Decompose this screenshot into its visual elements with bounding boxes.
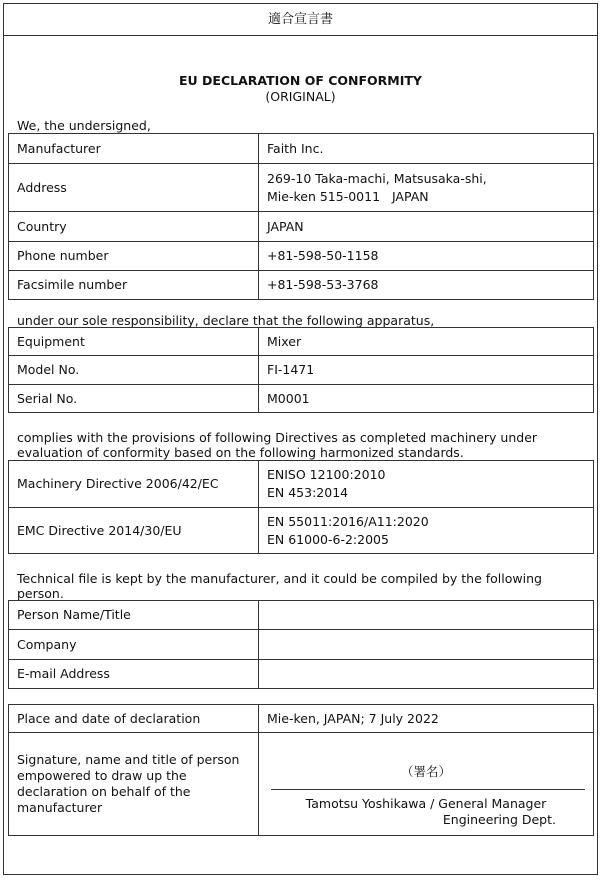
table-cell-value <box>259 461 594 508</box>
table-row <box>9 385 594 413</box>
table-cell-label: Machinery Directive 2006/42/EC <box>9 461 259 508</box>
table-row <box>9 134 594 164</box>
directives-table <box>8 460 594 554</box>
signer-department: Engineering Dept. <box>442 812 556 827</box>
table-row <box>9 271 594 300</box>
signature-label: Signature, name and title of person empowered to draw up the declaration on behalf of the manufacturer <box>9 733 259 836</box>
table-row <box>9 356 594 385</box>
intro-text: We, the undersigned, <box>17 118 151 133</box>
table-cell-value: FI-1471 <box>259 356 594 385</box>
table-row <box>9 705 594 733</box>
table-row <box>9 164 594 212</box>
signer-name: Tamotsu Yoshikawa / General Manager <box>305 796 547 811</box>
signature-mark: （署名） <box>400 764 451 779</box>
place-date-label: Place and date of declaration <box>9 705 259 733</box>
table-cell-label: E-mail Address <box>9 660 259 689</box>
table-cell-value: JAPAN <box>259 212 594 242</box>
table-cell-label: Manufacturer <box>9 134 259 164</box>
table-cell-value: Faith Inc. <box>259 134 594 164</box>
manufacturer-table <box>8 133 594 300</box>
table-cell-value <box>259 660 594 689</box>
table-cell-value: +81-598-53-3768 <box>259 271 594 300</box>
address-line-2: Mie-ken 515-0011 JAPAN <box>267 188 429 204</box>
table-row <box>9 328 594 356</box>
page-header-title: 適合宣言書 <box>4 4 597 36</box>
table-row <box>9 508 594 554</box>
table-cell-value <box>259 164 594 212</box>
standard-line-1: ENISO 12100:2010 <box>267 467 386 482</box>
table-cell-value <box>259 630 594 660</box>
address-line-1: 269-10 Taka-machi, Matsusaka-shi, <box>267 170 487 186</box>
person-table <box>8 600 594 689</box>
table-cell-label: Person Name/Title <box>9 601 259 630</box>
table-cell-label: Address <box>9 164 259 212</box>
table-row <box>9 212 594 242</box>
directives-text: complies with the provisions of following Directives as completed machinery under evaluation of conformity based on the following harmonized standards. <box>17 430 538 460</box>
table-cell-value: +81-598-50-1158 <box>259 242 594 271</box>
standard-line-1: EN 55011:2016/A11:2020 <box>267 513 429 529</box>
table-row <box>9 733 594 836</box>
apparatus-table <box>8 327 594 413</box>
document-subtitle: (ORIGINAL) <box>265 89 336 104</box>
table-cell-value <box>259 508 594 554</box>
table-cell-label: Phone number <box>9 242 259 271</box>
standard-line-2: EN 453:2014 <box>267 485 349 500</box>
table-cell-label: Company <box>9 630 259 660</box>
place-date-value: Mie-ken, JAPAN; 7 July 2022 <box>259 705 594 733</box>
table-cell-value: Mixer <box>259 328 594 356</box>
table-row <box>9 242 594 271</box>
table-row <box>9 601 594 630</box>
signature-line <box>271 789 585 790</box>
table-cell-label: EMC Directive 2014/30/EU <box>9 508 259 554</box>
table-cell-label: Country <box>9 212 259 242</box>
table-row <box>9 461 594 508</box>
table-row <box>9 630 594 660</box>
apparatus-text: under our sole responsibility, declare that the following apparatus, <box>17 313 435 328</box>
table-cell-value <box>259 601 594 630</box>
declaration-page <box>3 3 598 875</box>
standard-line-2: EN 61000-6-2:2005 <box>267 531 389 547</box>
technical-file-text: Technical file is kept by the manufacturer, and it could be compiled by the following person. <box>17 571 542 601</box>
table-cell-label: Model No. <box>9 356 259 385</box>
signature-cell <box>259 733 594 836</box>
table-row <box>9 660 594 689</box>
document-title: EU DECLARATION OF CONFORMITY <box>179 73 422 88</box>
table-cell-label: Facsimile number <box>9 271 259 300</box>
declaration-table <box>8 704 594 836</box>
table-cell-value: M0001 <box>259 385 594 413</box>
table-cell-label: Serial No. <box>9 385 259 413</box>
table-cell-label: Equipment <box>9 328 259 356</box>
